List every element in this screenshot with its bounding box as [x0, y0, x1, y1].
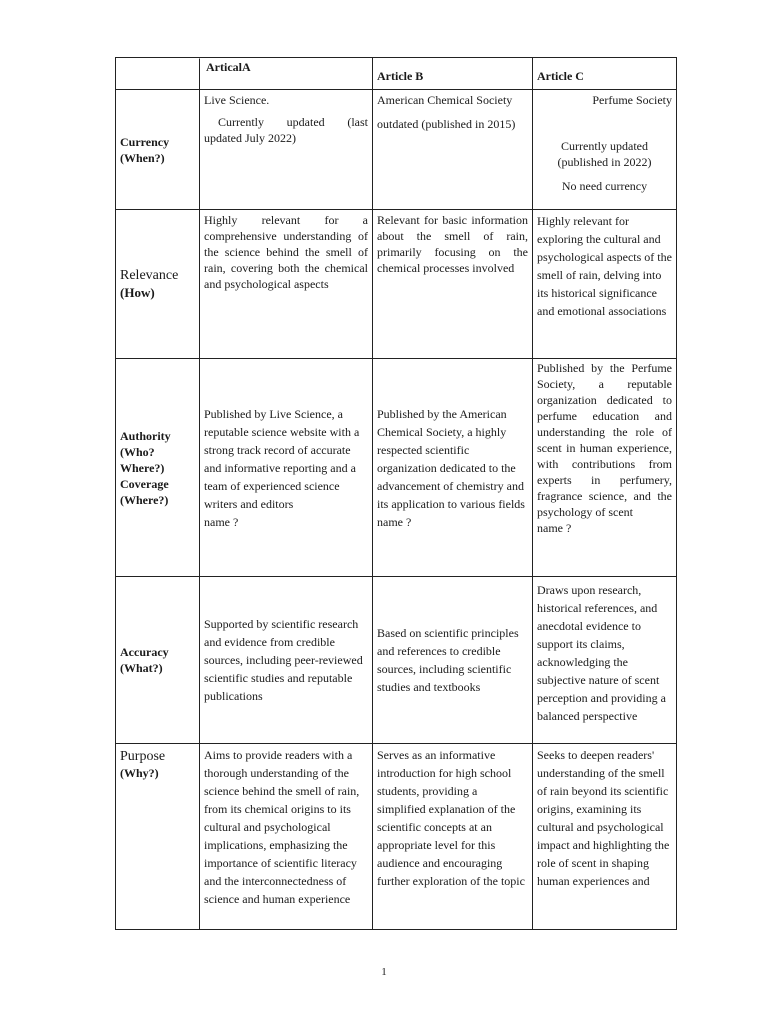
table-corner-cell	[116, 58, 200, 90]
cell-authority-c	[533, 359, 677, 577]
row-label-relevance	[116, 210, 200, 359]
cell-text: Currently updated (last updated July 2022)	[204, 115, 368, 145]
row-label-text: Accuracy	[120, 645, 169, 659]
row-label-text: (Where?)	[120, 492, 169, 507]
row-label-currency	[116, 90, 200, 210]
cell-text: outdated (published in 2015)	[377, 117, 516, 131]
row-label-text: Coverage	[120, 476, 169, 491]
cell-authority-b	[373, 359, 533, 577]
cell-currency-c	[533, 90, 677, 210]
cell-text: No need currency	[561, 179, 648, 193]
evaluation-table	[115, 57, 677, 930]
cell-purpose-a: Aims to provide readers with a thorough understanding of the science behind the smell of rain, from its chemical origins to its cultural and psychological implications, emphasizing the importance of scientific literacy and the interconnectedness of science and human experience	[200, 744, 373, 930]
cell-text: Published by the Perfume Society, a reputable organization dedicated to perfume education and understanding the role of scent in human experience, with contributions from experts in perfumery, fragrance science, and the psychology of scent	[537, 361, 672, 519]
cell-accuracy-b: Based on scientific principles and references to credible sources, including scientific studies and textbooks	[373, 577, 533, 744]
cell-purpose-b: Serves as an informative introduction for high school students, providing a simplified explanation of the scientific concepts at an appropriate level for this audience and encouraging further exploration of the topic	[373, 744, 533, 930]
cell-text: name ?	[377, 514, 412, 529]
header-article-a: ArticalA	[200, 58, 373, 90]
row-label-accuracy	[116, 577, 200, 744]
cell-text: name ?	[537, 521, 572, 535]
header-article-c: Article C	[533, 58, 677, 90]
row-label-text: Authority	[120, 428, 171, 443]
cell-relevance-a: Highly relevant for a comprehensive understanding of the science behind the smell of rain, covering both the chemical and psychological aspects	[200, 210, 373, 359]
row-label-text: Where?)	[120, 460, 165, 475]
cell-relevance-c: Highly relevant for exploring the cultural and psychological aspects of the smell of rain, delving into its historical significance and emotional associations	[533, 210, 677, 359]
row-label-authority	[116, 359, 200, 577]
row-label-text: Purpose	[120, 749, 166, 764]
cell-currency-b	[373, 90, 533, 210]
page-number: 1	[381, 966, 387, 978]
cell-relevance-b: Relevant for basic information about the smell of rain, primarily focusing on the chemical processes involved	[373, 210, 533, 359]
cell-accuracy-c: Draws upon research, historical references, and anecdotal evidence to support its claims, acknowledging the subjective nature of scent perception and providing a balanced perspective	[533, 577, 677, 744]
cell-purpose-c: Seeks to deepen readers' understanding of the smell of rain beyond its scientific origins, examining its cultural and psychological impact and highlighting the role of scent in shaping human experiences and	[533, 744, 677, 930]
cell-currency-a	[200, 90, 373, 210]
row-label-subtext: (How)	[120, 285, 155, 300]
cell-text: name ?	[204, 514, 239, 529]
row-label-subtext: (What?)	[120, 661, 163, 675]
row-label-text: Currency	[120, 134, 170, 149]
cell-accuracy-a: Supported by scientific research and evidence from credible sources, including peer-reviewed scientific studies and reputable publications	[200, 577, 373, 744]
row-label-purpose	[116, 744, 200, 930]
cell-text: Live Science.	[204, 93, 270, 107]
row-label-text: Relevance	[120, 268, 179, 283]
cell-authority-a	[200, 359, 373, 577]
row-label-subtext: (When?)	[120, 150, 165, 165]
cell-text: Perfume Society	[592, 93, 672, 107]
cell-text: Currently updated (published in 2022)	[557, 139, 652, 169]
header-article-b: Article B	[373, 58, 533, 90]
row-label-text: (Who?	[120, 444, 155, 459]
row-label-subtext: (Why?)	[120, 766, 159, 780]
cell-text: American Chemical Society	[377, 93, 513, 107]
cell-text: Published by Live Science, a reputable science website with a strong track record of accurate and informative reporting and a team of experienced science writers and editors	[204, 406, 360, 511]
cell-text: Published by the American Chemical Society, a highly respected scientific organization dedicated to the advancement of chemistry and its application to various fields	[377, 406, 525, 511]
